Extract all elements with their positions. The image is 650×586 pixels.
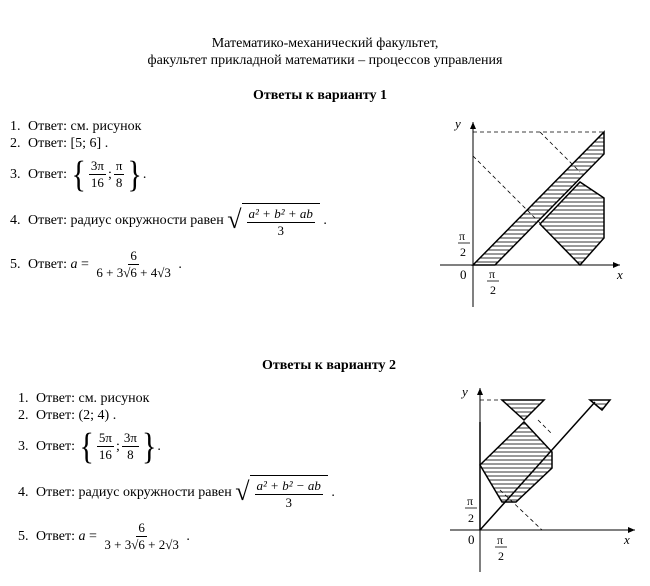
fraction: $\frac{3\pi}{8}$	[123, 430, 137, 462]
x-label: x	[624, 532, 630, 547]
x-tick-den: 2	[490, 283, 496, 297]
v2-answer-4: 4. Ответ: радиус окружности равен √ $\frac{\text{a² + b² − ab}}{3}$ .	[18, 477, 335, 510]
variable: a	[70, 256, 78, 272]
x-label: x	[617, 267, 623, 282]
fraction: $\frac{5\pi}{16}$	[98, 430, 112, 462]
answer-text: Ответ:	[36, 438, 75, 454]
v1-answer-5: 5. Ответ: a = $\frac{6}{6 + 3√6 + 4√3}$ .	[10, 248, 182, 280]
item-number: 3.	[10, 166, 21, 182]
y-label: y	[455, 116, 461, 131]
answer-text: Ответ: радиус окружности равен	[28, 213, 224, 228]
hatched-region	[480, 422, 552, 502]
item-number: 4.	[10, 213, 21, 228]
y-tick-num: π	[467, 494, 474, 508]
variant1-title: Ответы к варианту 1	[252, 88, 388, 103]
item-number: 2.	[18, 408, 29, 423]
answer-text: Ответ:	[28, 166, 67, 182]
fraction: $\frac{6}{6 + 3√6 + 4√3}$	[96, 248, 171, 280]
answer-text: Ответ: (2; 4) .	[36, 408, 117, 423]
fraction: $\frac{3\pi}{16}$	[90, 158, 104, 190]
item-number: 4.	[18, 485, 29, 500]
answer-text: Ответ:	[36, 528, 75, 544]
v1-answer-2	[10, 136, 108, 152]
v1-answer-4: 4. Ответ: радиус окружности равен √ $\frac{\text{a² + b² + ab}}{3}$ .	[10, 205, 327, 238]
answer-text: Ответ: см. рисунок	[28, 119, 142, 134]
x-tick-num: π	[489, 267, 496, 281]
answer-text: Ответ:	[28, 256, 67, 272]
v1-answer-1	[10, 119, 141, 135]
hatched-triangle-top	[502, 400, 544, 420]
origin-label: 0	[468, 532, 475, 547]
variant1-figure	[430, 112, 630, 310]
item-number: 5.	[10, 256, 21, 272]
v2-answer-2	[18, 408, 116, 424]
faculty-line-1: Математико-механический факультет,	[211, 36, 439, 51]
x-tick-num: π	[497, 533, 504, 547]
variant2-figure	[440, 382, 640, 582]
faculty-line-2: факультет прикладной математики – процессов управления	[147, 53, 503, 68]
answer-text: Ответ: [5; 6] .	[28, 136, 109, 151]
close-brace: }	[141, 425, 157, 467]
open-brace: {	[71, 153, 86, 195]
item-number: 1.	[10, 119, 21, 134]
item-number: 1.	[18, 391, 29, 406]
item-number: 2.	[10, 136, 21, 151]
answer-text: Ответ: радиус окружности равен	[36, 485, 232, 500]
v2-answer-3: 3. Ответ: { $\frac{5\pi}{16}$ ; $\frac{3\pi}{8}$ } .	[18, 425, 161, 467]
close-brace: }	[127, 153, 142, 195]
variable: a	[78, 528, 86, 544]
square-root: √ $\frac{\text{a² + b² − ab}}{3}$	[235, 475, 328, 511]
v1-answer-3: 3. Ответ: { $\frac{3\pi}{16}$ ; $\frac{\pi}{8}$ } .	[10, 153, 147, 195]
square-root: √ $\frac{\text{a² + b² + ab}}{3}$	[227, 203, 320, 239]
origin-label: 0	[460, 267, 467, 282]
fraction: $\frac{6}{3 + 3√6 + 2√3}$	[104, 520, 179, 552]
item-number: 3.	[18, 438, 29, 454]
x-tick-den: 2	[498, 549, 504, 563]
v2-answer-1	[18, 391, 149, 407]
fraction: $\frac{\pi}{8}$	[115, 158, 123, 190]
v2-answer-5: 5. Ответ: a = $\frac{6}{3 + 3√6 + 2√3}$ .	[18, 520, 190, 552]
y-tick-den: 2	[460, 245, 466, 259]
y-tick-num: π	[459, 229, 466, 243]
variant2-title: Ответы к варианту 2	[261, 358, 397, 373]
answer-text: Ответ: см. рисунок	[36, 391, 150, 406]
open-brace: {	[79, 425, 94, 467]
item-number: 5.	[18, 528, 29, 544]
y-label: y	[462, 384, 468, 399]
y-tick-den: 2	[468, 511, 474, 525]
